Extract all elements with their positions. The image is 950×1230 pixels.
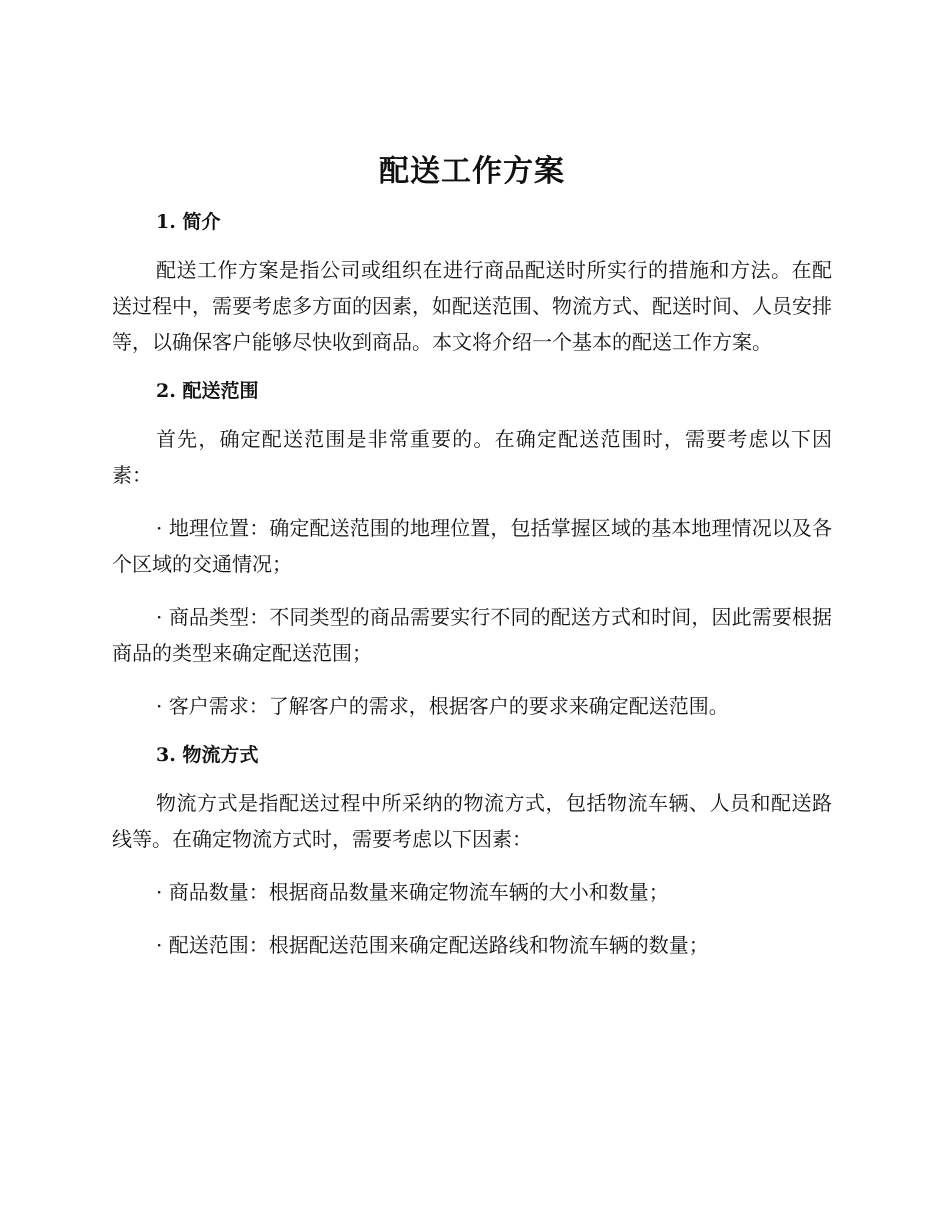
section-paragraph: 首先，确定配送范围是非常重要的。在确定配送范围时，需要考虑以下因素： [112, 427, 832, 487]
bullet-item: · 配送范围：根据配送范围来确定配送路线和物流车辆的数量； [156, 933, 709, 957]
bullet-item: · 地理位置：确定配送范围的地理位置，包括掌握区域的基本地理情况以及各个区域的交通情况； [112, 516, 832, 576]
section-heading: 3. 物流方式 [156, 744, 259, 766]
bullet-item: · 客户需求：了解客户的需求，根据客户的要求来确定配送范围。 [156, 694, 729, 718]
bullet-item: · 商品类型：不同类型的商品需要实行不同的配送方式和时间，因此需要根据商品的类型来确定配送范围； [112, 605, 832, 665]
document-page [112, 150, 832, 980]
section-heading: 1. 简介 [156, 211, 221, 233]
document-title: 配送工作方案 [379, 154, 565, 189]
bullet-item: · 商品数量：根据商品数量来确定物流车辆的大小和数量； [156, 880, 669, 904]
section-paragraph: 物流方式是指配送过程中所采纳的物流方式，包括物流车辆、人员和配送路线等。在确定物流方式时，需要考虑以下因素： [112, 791, 832, 851]
section-paragraph: 配送工作方案是指公司或组织在进行商品配送时所实行的措施和方法。在配送过程中，需要考虑多方面的因素，如配送范围、物流方式、配送时间、人员安排等，以确保客户能够尽快收到商品。本文将介绍一个基本的配送工作方案。 [112, 258, 832, 354]
section-heading: 2. 配送范围 [156, 380, 259, 402]
section-delivery-scope [112, 377, 832, 724]
section-introduction [112, 208, 832, 360]
section-logistics-method [112, 741, 832, 963]
